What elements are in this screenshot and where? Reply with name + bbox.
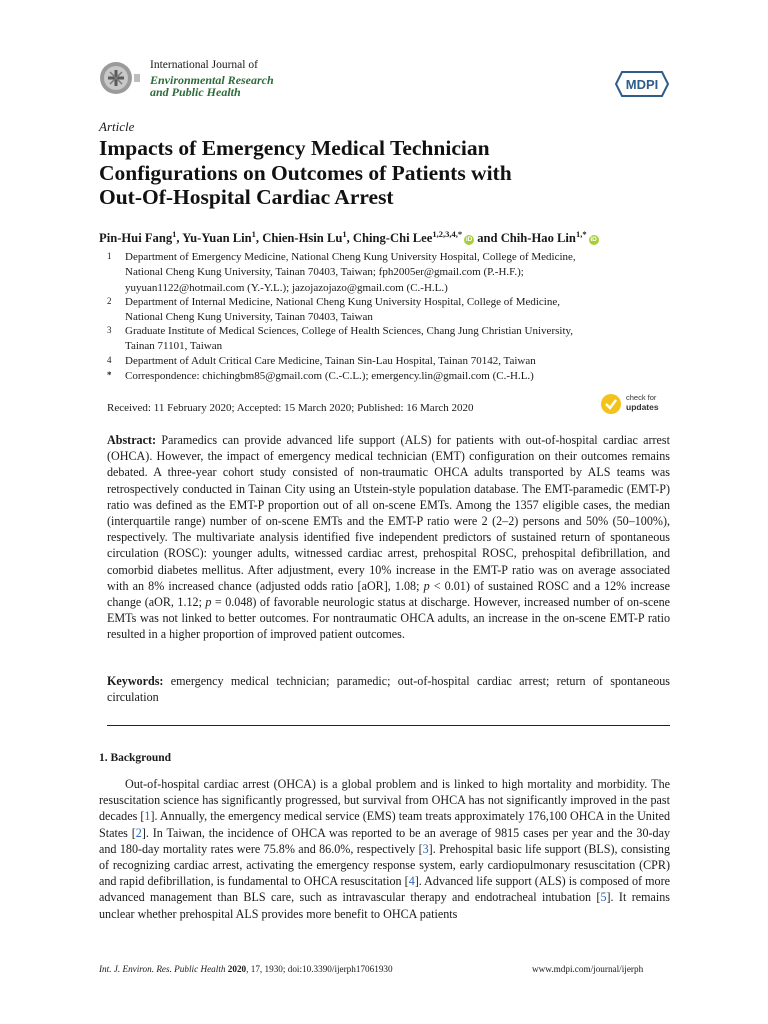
publisher-logo-text: MDPI [625, 77, 659, 92]
abstract-text: < 0.01) of sustained ROSC and a 12% increase change (aOR, 1.12; [107, 578, 670, 610]
author-affiliation-mark: 1,2,3,4,* [432, 229, 463, 239]
citation-link[interactable]: 5 [600, 890, 607, 905]
check-for-updates-button[interactable] [600, 392, 672, 416]
citation-link[interactable]: 2 [135, 825, 142, 840]
abstract-label: Abstract: [107, 433, 157, 447]
affiliation-number: 1 [107, 251, 112, 261]
title-line: Out-Of-Hospital Cardiac Arrest [99, 185, 394, 209]
title-line: Impacts of Emergency Medical Technician [99, 136, 490, 160]
affiliation-line: Graduate Institute of Medical Sciences, College of Health Sciences, Chang Jung Christian University, [125, 325, 574, 337]
keywords-text: emergency medical technician; paramedic; out-of-hospital cardiac arrest; return of spontaneous circulation [107, 674, 670, 705]
author-name[interactable]: Ching-Chi Lee [352, 231, 433, 246]
check-updates-line2: updates [626, 401, 659, 412]
affiliation-line: Department of Adult Critical Care Medicine, Tainan Sin-Lau Hospital, Tainan 70142, Taiwan [125, 355, 536, 367]
abstract-text: Paramedics can provide advanced life support (ALS) for patients with out-of-hospital cardiac arrest (OHCA). However, the impact of emergency medical technician (EMT) configuration on their outcomes remains debated. A three-year cohort study consisted of non-traumatic OHCA adults transported by ALS teams was retrospectively conducted in Tainan City using an Utstein-style population database. The EMT-paramedic (EMT-P) ratio was defined as the EMT-P proportion out of all on-scene EMTs. Among the 1357 eligible cases, the median (interquartile range) number of on-scene EMTs and the EMT-P ratio were 2 (2–2) persons and 50% (50–100%), respectively. The multivariate analysis identified five independent predictors of sustained return of spontaneous circulation (ROSC): younger adults, witnessed cardiac arrest, prehospital ROSC, prehospital defibrillation, and comorbid diabetes mellitus. After adjustment, every 10% increase in the EMT-P ratio was on average associated with an 8% increased chance (adjusted odds ratio [aOR], 1.08; [107, 433, 670, 593]
mdpi-logo-icon [614, 70, 670, 98]
article-type: Article [99, 119, 135, 134]
section-heading: 1. Background [99, 752, 172, 764]
keywords-label: Keywords: [107, 674, 164, 688]
orcid-icon[interactable]: iD [465, 236, 473, 244]
check-updates-line1: check for [626, 393, 657, 402]
author-name[interactable]: Pin-Hui Fang [99, 231, 173, 246]
article-title [99, 136, 659, 210]
footer-year: 2020 [227, 964, 247, 974]
orcid-icon[interactable]: iD [590, 236, 597, 244]
footer-citation [99, 964, 393, 974]
body-text: ]. In Taiwan, the incidence of OHCA was reported to be an average of 9815 cases per year and the 30-day and 180-day mortality rates were 75.8% and 86.0%, respectively [ [99, 825, 670, 856]
affiliation-line: National Cheng Kung University, Tainan 70403, Taiwan [125, 311, 373, 324]
abstract-italic: p [423, 578, 430, 593]
journal-name-line3: and Public Health [150, 85, 241, 99]
footer-journal-abbr: Int. J. Environ. Res. Public Health [99, 964, 226, 974]
body-text: ]. Annually, the emergency medical service (EMS) team treats approximately 176,100 OHCA in the United States [ [99, 809, 670, 840]
footer-journal-url[interactable]: www.mdpi.com/journal/ijerph [532, 964, 644, 974]
citation-link[interactable]: 3 [422, 841, 429, 856]
journal-name-line2: Environmental Research [150, 73, 274, 87]
publication-dates: Received: 11 February 2020; Accepted: 15 March 2020; Published: 16 March 2020 [107, 402, 474, 414]
affiliation-item [125, 250, 665, 296]
author-affiliation-mark: 1 [342, 229, 347, 239]
affiliation-item [125, 295, 665, 326]
correspondence [125, 369, 665, 384]
affiliation-number: * [107, 370, 112, 380]
affiliation-line: Department of Emergency Medicine, National Cheng Kung University Hospital, College of Medicine, [125, 251, 576, 263]
body-text: Out-of-hospital cardiac arrest (OHCA) is a global problem and is linked to high mortality and morbidity. The resuscitation science has significantly progressed, but survival from OHCA has not significantly improved in the past decades [ [99, 777, 670, 824]
journal-logo-icon [98, 60, 142, 96]
affiliation-number: 2 [107, 296, 112, 306]
affiliation-line: yuyuan1122@hotmail.com (Y.-Y.L.); jazojazojazo@gmail.com (C.-H.L.) [125, 281, 448, 294]
title-line: Configurations on Outcomes of Patients with [99, 160, 512, 185]
affiliation-line: Department of Internal Medicine, National Cheng Kung University Hospital, College of Medicine, [125, 296, 560, 308]
check-updates-icon [600, 393, 622, 415]
author-name[interactable]: Yu-Yuan Lin [182, 231, 252, 246]
citation-link[interactable]: 1 [144, 809, 151, 824]
affiliation-line: Tainan 71101, Taiwan [125, 340, 223, 353]
body-text: ]. It remains unclear whether prehospital ALS provides more benefit to OHCA patients [99, 890, 670, 921]
affiliation-item [125, 354, 665, 369]
author-affiliation-mark: 1 [251, 229, 256, 239]
body-text: ]. Advanced life support (ALS) is composed of more advanced management than BLS care, such as intravascular therapy and endotracheal intubation [ [99, 874, 670, 905]
affiliation-line: Correspondence: chichingbm85@gmail.com (C.-C.L.); emergency.lin@gmail.com (C.-H.L.) [125, 370, 534, 382]
section-divider [107, 725, 670, 726]
abstract-italic: p [205, 595, 212, 610]
author-name[interactable]: Chien-Hsin Lu [262, 231, 343, 246]
affiliation-item [125, 324, 665, 355]
author-affiliation-mark: 1 [172, 229, 177, 239]
author-list: Pin-Hui Fang$^1$, Yu-Yuan Lin$^1$, Chien-Hsin Lu$^1$, Ching-Chi Lee$^{1,2,3,4,*}$iD and Chih-Hao Lin$^{1,*}$iD [99, 229, 597, 246]
citation-link[interactable]: 4 [408, 874, 415, 889]
authors-conjunction: and [477, 231, 498, 246]
abstract [107, 432, 670, 643]
author-name[interactable]: Chih-Hao Lin [500, 231, 576, 246]
abstract-text: = 0.048) of favorable neurologic status at discharge. However, increased number of on-scene EMTs was not linked to better outcomes. For nontraumatic OHCA adults, an increase in the on-scene EMT-P ratio resulted in a higher proportion of improved patient outcomes. [107, 595, 670, 642]
body-text: ]. Prehospital basic life support (BLS), consisting of recognizing cardiac arrest, activating the emergency response system, early cardiopulmonary resuscitation (CPR) and rapid defibrillation, is fundamental to OHCA resuscitation [ [99, 841, 670, 889]
affiliation-line: National Cheng Kung University, Tainan 70403, Taiwan; fph2005er@gmail.com (P.-H.F.); [125, 266, 524, 279]
author-affiliation-mark: 1,* [575, 229, 587, 239]
keywords [107, 673, 670, 705]
journal-name-line1: International Journal of [150, 59, 258, 71]
footer-citation-rest: , 17, 1930; doi:10.3390/ijerph17061930 [246, 964, 393, 974]
body-paragraph [99, 776, 670, 922]
affiliation-number: 3 [107, 325, 112, 335]
affiliation-number: 4 [107, 355, 112, 365]
